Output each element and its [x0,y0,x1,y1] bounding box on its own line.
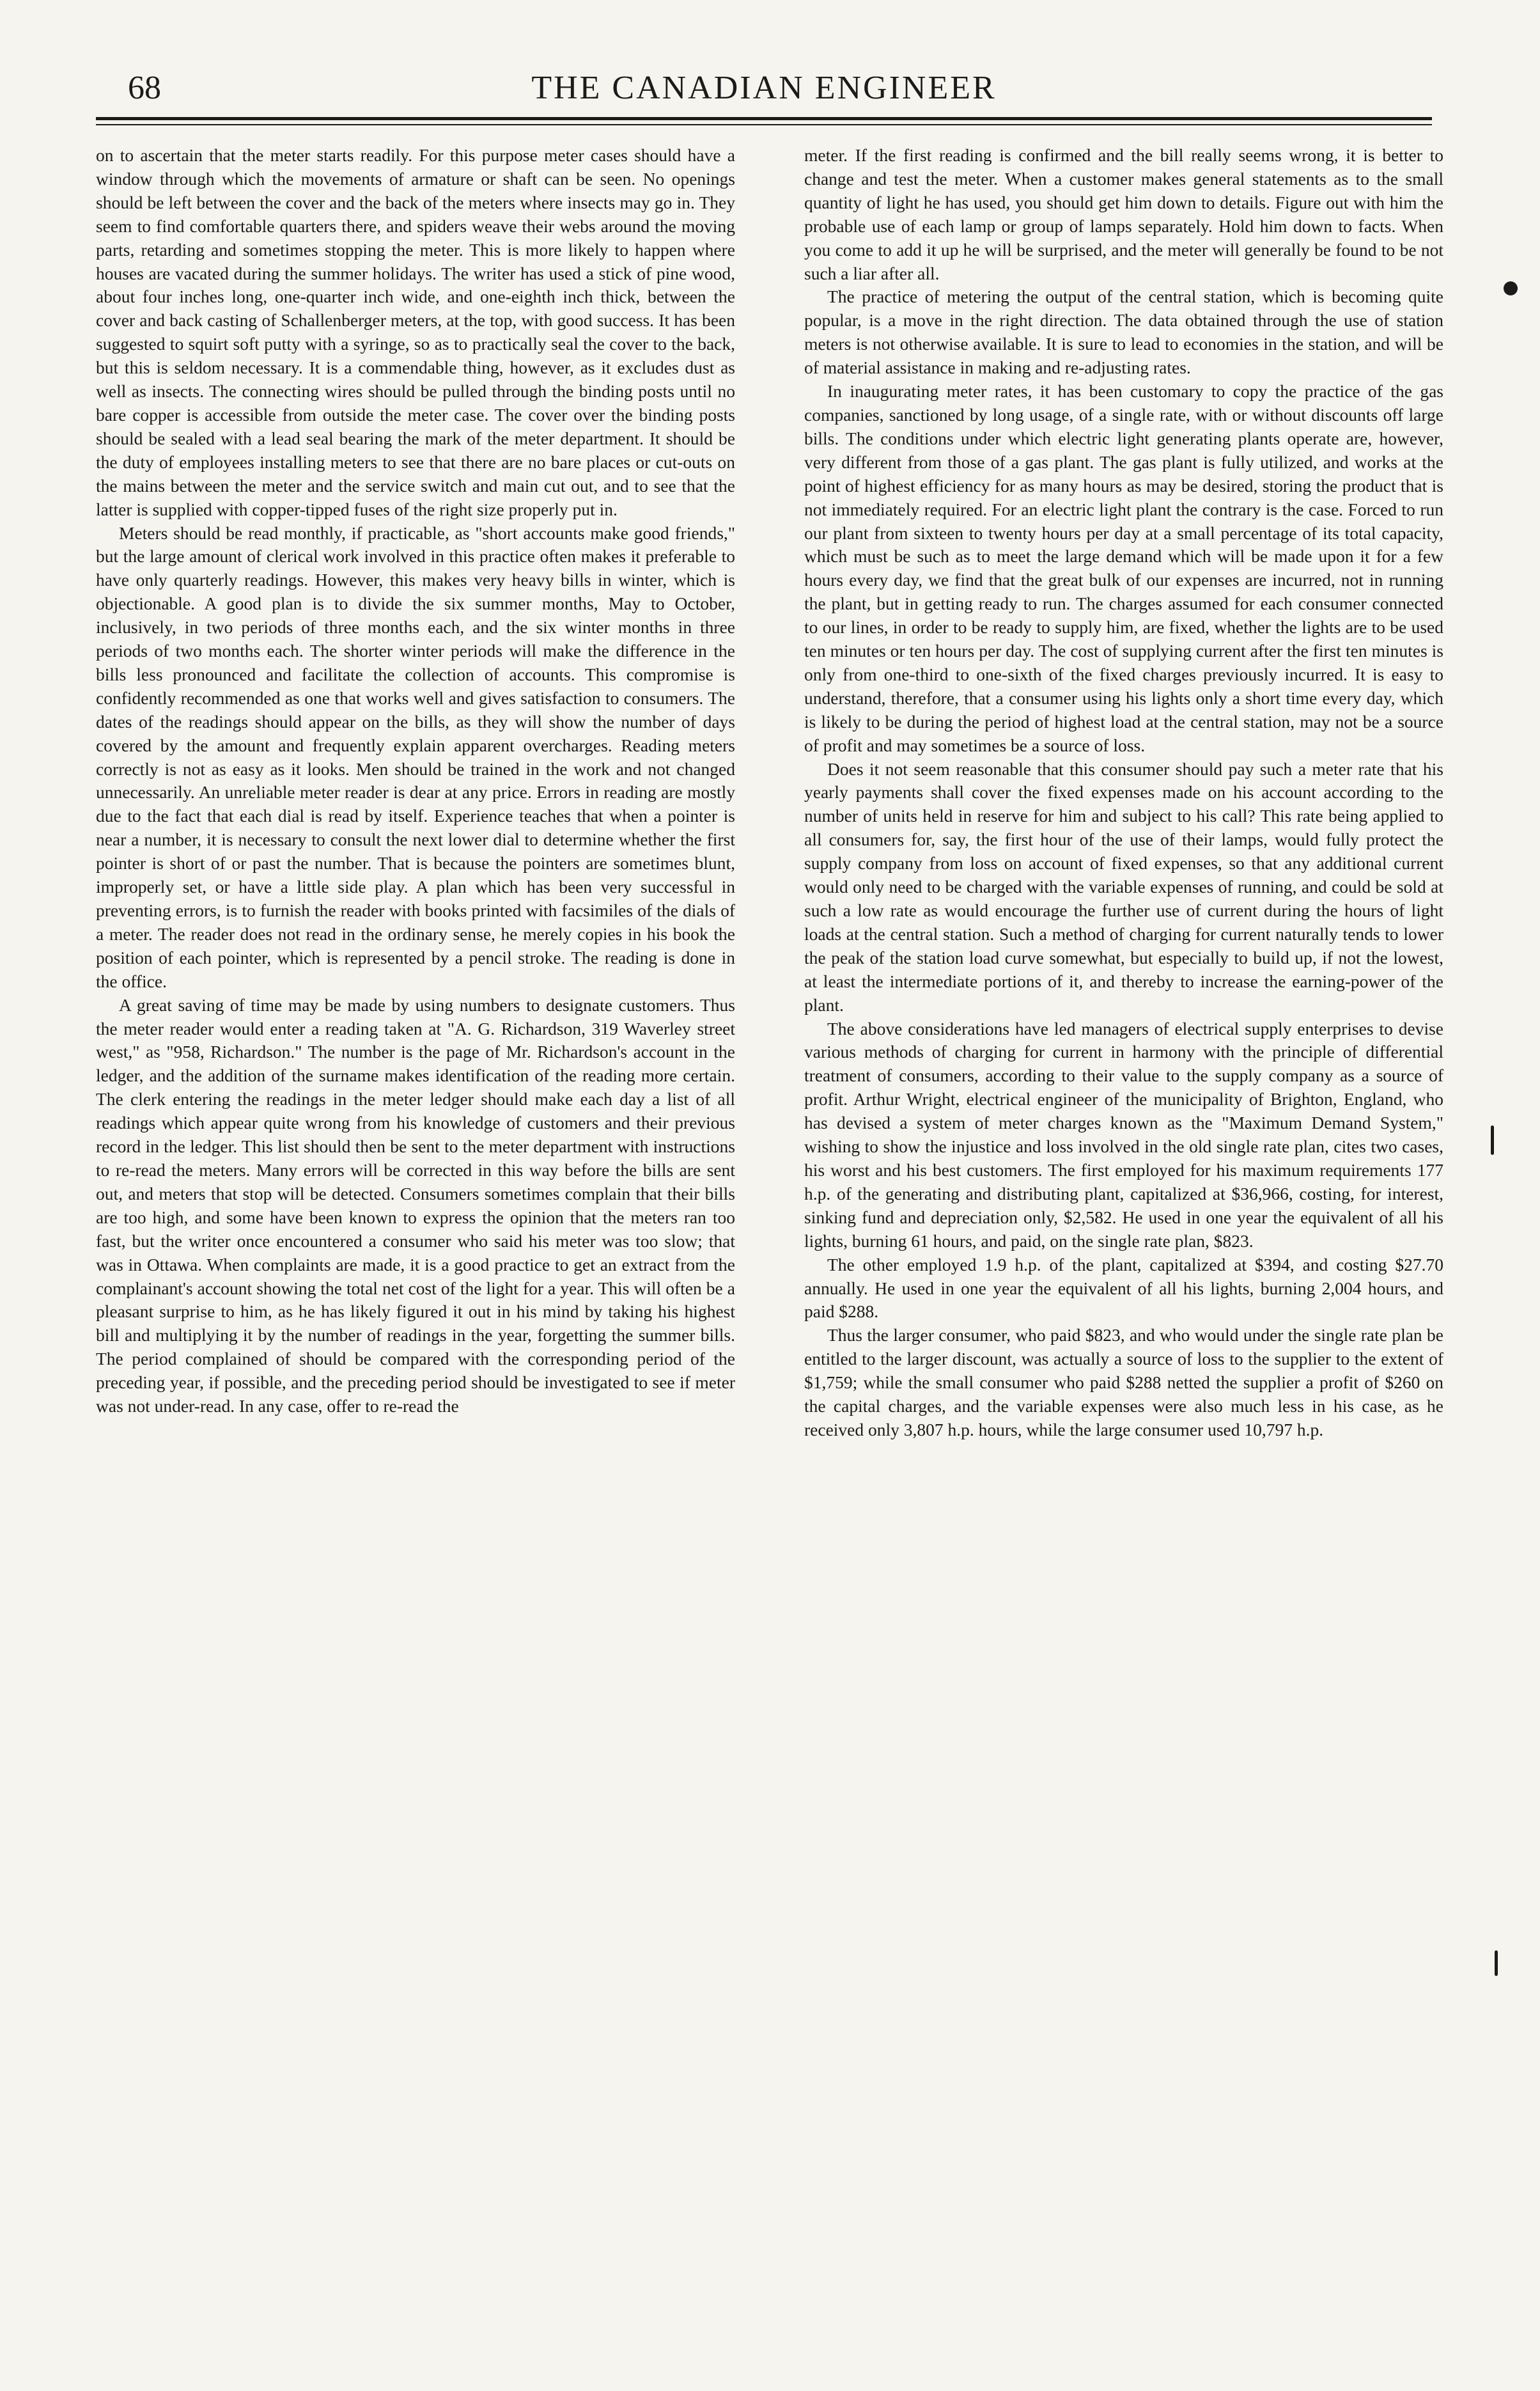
paragraph: In inaugurating meter rates, it has been customary to copy the practice of the gas companies, sanctioned by long usage, of a single rate, with or without discounts off large bills. The conditions under which electric light generating plants operate are, however, very different from those of a gas plant. The gas plant is fully utilized, and works at the point of highest efficiency for as many hours as may be desired, storing the product that is not immediately required. For an electric light plant the contrary is the case. Forced to run our plant from sixteen to twenty hours per day at a small percentage of its total capacity, which must be such as to meet the large demand which will be made upon it for a few hours every day, we find that the great bulk of our expenses are incurred, not in running the plant, but in getting ready to run. The charges assumed for each consumer connected to our lines, in order to be ready to supply him, are fixed, whether the lights are to be used ten minutes or ten hours per day. The cost of supplying current after the first ten minutes is only from one-third to one-sixth of the fixed charges previously incurred. It is easy to understand, therefore, that a consumer using his lights only a short time every day, which is likely to be during the period of highest load at the central station, may not be a source of profit and may sometimes be a source of loss. [804,381,1443,755]
margin-mark [1491,1125,1494,1155]
right-column [804,144,1443,1442]
paragraph: meter. If the first reading is confirmed and the bill really seems wrong, it is better to change and test the meter. When a customer makes general statements as to the small quantity of light he has used, you should get him down to details. Figure out with him the probable use of each lamp or group of lamps separately. Hold him down to facts. When you come to add it up he will be surprised, and the meter will generally be found to be not such a liar after all. [804,145,1443,283]
margin-mark [1495,1950,1498,1976]
left-column [96,144,735,1418]
paragraph: The practice of metering the output of the central station, which is becoming quite popular, is a move in the right direction. The data obtained through the use of station meters is not otherwise available. It is sure to lead to economies in the station, and will be of material assistance in making and re-adjusting rates. [804,286,1443,378]
journal-title: THE CANADIAN ENGINEER [531,70,997,106]
page-header [96,69,1432,111]
binding-hole-mark [1504,281,1518,295]
paragraph: The other employed 1.9 h.p. of the plant, capitalized at $394, and costing $27.70 annually. He used in one year the equivalent of all his lights, burning 2,004 hours, and paid $288. [804,1254,1443,1322]
paragraph: Thus the larger consumer, who paid $823, and who would under the single rate plan be entitled to the larger discount, was actually a source of loss to the supplier to the extent of $1,759; while the small consumer who paid $288 netted the supplier a profit of $260 on the capital charges, and the variable expenses were also much less in his case, as he received only 3,807 h.p. hours, while the large consumer used 10,797 h.p. [804,1325,1443,1439]
paragraph: A great saving of time may be made by using numbers to designate customers. Thus the meter reader would enter a reading taken at "A. G. Richardson, 319 Waverley street west," as "958, Richardson." The number is the page of Mr. Richardson's account in the ledger, and the addition of the surname makes identification of the reading more certain. The clerk entering the readings in the meter ledger should make each day a list of all readings which appear quite wrong from his knowledge of customers and their previous record in the ledger. This list should then be sent to the meter department with instructions to re-read the meters. Many errors will be corrected in this way before the bills are sent out, and meters that stop will be detected. Consumers sometimes complain that their bills are too high, and some have been known to express the opinion that the meters ran too fast, but the writer once encountered a consumer who said his meter was too slow; that was in Ottawa. When complaints are made, it is a good practice to get an extract from the complainant's account showing the total net cost of the light for a year. This will often be a pleasant surprise to him, as he has likely figured it out in his mind by taking his highest bill and multiplying it by the number of readings in the year, forgetting the summer bills. The period complained of should be compared with the corresponding period of the preceding year, if possible, and the preceding period should be investigated to see if meter was not under-read. In any case, offer to re-read the [96,994,735,1416]
page-number: 68 [128,70,161,106]
paragraph: Does it not seem reasonable that this consumer should pay such a meter rate that his yearly payments shall cover the fixed expenses made on his account according to the number of units held in reserve for him and subject to his call? This rate being applied to all consumers for, say, the first hour of the use of their lamps, would fully protect the supply company from loss on account of fixed expenses, so that any additional current would only need to be charged with the variable expenses of running, and could be sold at such a low rate as would encourage the further use of current during the hours of light loads at the central station. Such a method of charging for current naturally tends to lower the peak of the station load curve somewhat, but especially to build up, if not the lowest, at least the intermediate portions of it, and thereby to increase the earning-power of the plant. [804,758,1443,1015]
header-rule-thick [96,117,1432,120]
paragraph: on to ascertain that the meter starts readily. For this purpose meter cases should have a window through which the movements of armature or shaft can be seen. No openings should be left between the cover and the back of the meters where insects may go in. They seem to find comfortable quarters there, and spiders weave their webs around the moving parts, retarding and sometimes stopping the meter. This is more likely to happen where houses are vacated during the summer holidays. The writer has used a stick of pine wood, about four inches long, one-quarter inch wide, and one-eighth inch thick, between the cover and back casting of Schallenberger meters, at the top, with good success. It has been suggested to squirt soft putty with a syringe, so as to practically seal the cover to the back, but this is seldom necessary. It is a commendable thing, however, as it excludes dust as well as insects. The connecting wires should be pulled through the binding posts until no bare copper is accessible from outside the meter case. The cover over the binding posts should be sealed with a lead seal bearing the mark of the meter department. It should be the duty of employees installing meters to see that there are no bare places or cut-outs on the mains between the meter and the service switch and main cut out, and to see that the latter is supplied with copper-tipped fuses of the right size properly put in. [96,145,735,519]
header-rule-thin [96,124,1432,125]
paragraph: The above considerations have led managers of electrical supply enterprises to devise various methods of charging for current in harmony with the principle of differential treatment of consumers, according to their value to the supply company as a source of profit. Arthur Wright, electrical engineer of the municipality of Brighton, England, who has devised a system of meter charges known as the "Maximum Demand System," wishing to show the injustice and loss involved in the old single rate plan, cites two cases, his worst and his best customers. The first employed for his maximum requirements 177 h.p. of the generating and distributing plant, capitalized at $36,966, costing, for interest, sinking fund and depreciation only, $2,582. He used in one year the equivalent of all his lights, burning 61 hours, and paid, on the single rate plan, $823. [804,1018,1443,1251]
paragraph: Meters should be read monthly, if practicable, as "short accounts make good friends," but the large amount of clerical work involved in this practice often makes it preferable to have only quarterly readings. However, this makes very heavy bills in winter, which is objectionable. A good plan is to divide the six summer months, May to October, inclusively, in two periods of three months each, and the six winter months in three periods of two months each. The shorter winter periods will make the difference in the bills less pronounced and facilitate the collection of accounts. This compromise is confidently recommended as one that works well and gives satisfaction to consumers. The dates of the readings should appear on the bills, as they will show the number of days covered by the amount and frequently explain apparent overcharges. Reading meters correctly is not as easy as it looks. Men should be trained in the work and not changed unnecessarily. An unreliable meter reader is dear at any price. Errors in reading are mostly due to the fact that each dial is read by itself. Experience teaches that when a pointer is near a number, it is necessary to consult the next lower dial to determine whether the first pointer is short of or past the number. That is because the pointers are sometimes blunt, improperly set, or have a little side play. A plan which has been very successful in preventing errors, is to furnish the reader with books printed with facsimiles of the dials of a meter. The reader does not read in the ordinary sense, he merely copies in his book the position of each pointer, which is represented by a pencil stroke. The reading is done in the office. [96,522,735,991]
